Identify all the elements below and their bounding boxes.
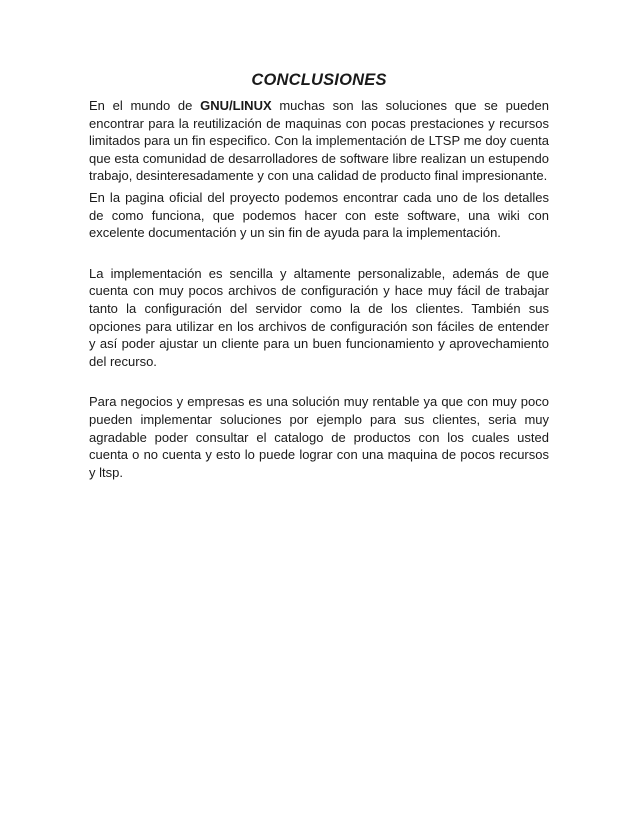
document-page [89, 70, 549, 481]
paragraph-1-suffix: muchas son las soluciones que se pueden encontrar para la reutilización de maquinas con pocas prestaciones y recursos limitados para un fin especifico. Con la implementación de LTSP me doy cuenta que esta comunidad de desarrolladores de software libre realizan un estupendo trabajo, desinteresadamente y con una calidad de producto final impresionante. [89, 98, 549, 184]
paragraph-business: Para negocios y empresas es una solución muy rentable ya que con muy poco pueden implementar soluciones por ejemplo para sus clientes, seria muy agradable poder consultar el catalogo de productos con los cuales usted cuenta o no cuenta y esto lo puede lograr con una maquina de pocos recursos y ltsp. [89, 394, 549, 480]
document-title: CONCLUSIONES [251, 71, 387, 89]
gnu-linux-bold-term: GNU/LINUX [200, 98, 272, 113]
paragraph-official-page: En la pagina oficial del proyecto podemos encontrar cada uno de los detalles de como funciona, que podemos hacer con este software, una wiki con excelente documentación y un sin fin de ayuda para la implementación. [89, 189, 549, 241]
paragraph-gnu-linux [89, 97, 549, 185]
paragraph-implementation: La implementación es sencilla y altamente personalizable, además de que cuenta con muy pocos archivos de configuración y hace muy fácil de trabajar tanto la configuración del servidor como la de los clientes. También sus opciones para utilizar en los archivos de configuración son fáciles de entender y así poder ajustar un cliente para un buen funcionamiento y aprovechamiento del recurso. [89, 265, 549, 369]
paragraph-1-prefix: En el mundo de [89, 98, 201, 113]
